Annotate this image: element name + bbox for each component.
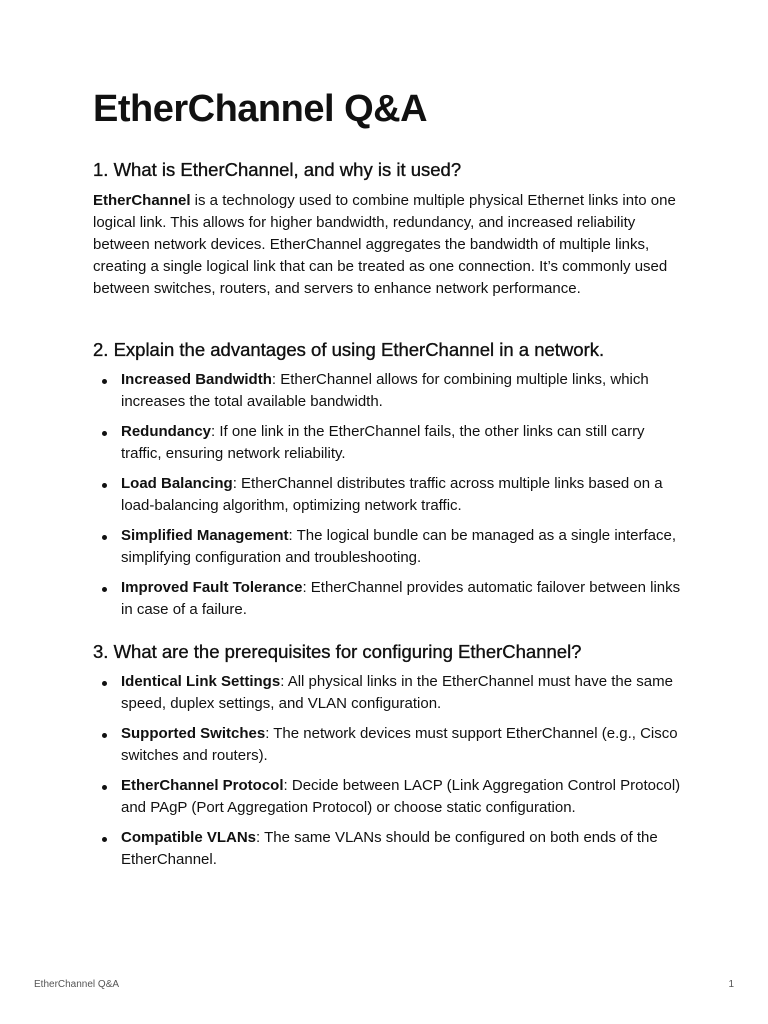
list-item [93,775,681,819]
section-heading: 2. Explain the advantages of using EtherChannel in a network. [93,339,605,360]
bullet-icon [102,535,107,540]
bullet-icon [102,379,107,384]
document-title: EtherChannel Q&A [93,88,428,130]
section-paragraph [93,190,678,300]
list-item [93,473,681,517]
list-item [93,577,681,621]
item-term: EtherChannel Protocol [121,777,284,794]
bullet-icon [102,785,107,790]
item-description: : EtherChannel provides automatic failover between links in case of a failure. [121,579,681,618]
list-item [93,671,681,715]
item-description: : The same VLANs should be configured on both ends of the EtherChannel. [121,829,658,868]
item-term: Load Balancing [121,475,233,492]
bullet-list [93,369,683,621]
item-term: Simplified Management [121,527,289,544]
item-term: Improved Fault Tolerance [121,579,303,596]
paragraph-text: is a technology used to combine multiple physical Ethernet links into one logical link. This allows for higher bandwidth, redundancy, and increased reliability between network devices. EtherChannel aggregates the bandwidth of multiple links, creating a single logical link that can be treated as one connection. It’s commonly used between switches, routers, and servers to enhance network performance. [93,192,676,297]
item-term: Identical Link Settings [121,673,281,690]
list-item [93,827,681,871]
bullet-icon [102,733,107,738]
item-description: : EtherChannel allows for combining multiple links, which increases the total available bandwidth. [121,371,649,410]
section-2 [93,338,683,629]
list-item [93,369,681,413]
item-term: Compatible VLANs [121,829,257,846]
item-description: : The logical bundle can be managed as a single interface, simplifying configuration and troubleshooting. [121,527,677,566]
list-item [93,723,681,767]
item-description: : All physical links in the EtherChannel must have the same speed, duplex settings, and VLAN configuration. [121,673,673,712]
item-description: : If one link in the EtherChannel fails, the other links can still carry traffic, ensuring network reliability. [121,423,645,462]
item-term: Redundancy [121,423,212,440]
footer-page-number: 1 [728,979,734,990]
bullet-list [93,671,683,871]
paragraph-bold-term: EtherChannel [93,192,191,209]
item-description: : Decide between LACP (Link Aggregation Control Protocol) and PAgP (Port Aggregation Protocol) or choose static configuration. [121,777,681,816]
list-item [93,525,681,569]
section-3 [93,640,683,879]
bullet-icon [102,837,107,842]
footer-title: EtherChannel Q&A [34,979,120,990]
list-item [93,421,681,465]
bullet-icon [102,431,107,436]
item-description: : EtherChannel distributes traffic across multiple links based on a load-balancing algorithm, optimizing network traffic. [121,475,663,514]
section-heading: 1. What is EtherChannel, and why is it used? [93,159,462,180]
bullet-icon [102,681,107,686]
bullet-icon [102,483,107,488]
bullet-icon [102,587,107,592]
item-term: Increased Bandwidth [121,371,272,388]
section-1 [93,158,683,300]
item-description: : The network devices must support EtherChannel (e.g., Cisco switches and routers). [121,725,678,764]
section-heading: 3. What are the prerequisites for configuring EtherChannel? [93,641,582,662]
item-term: Supported Switches [121,725,266,742]
